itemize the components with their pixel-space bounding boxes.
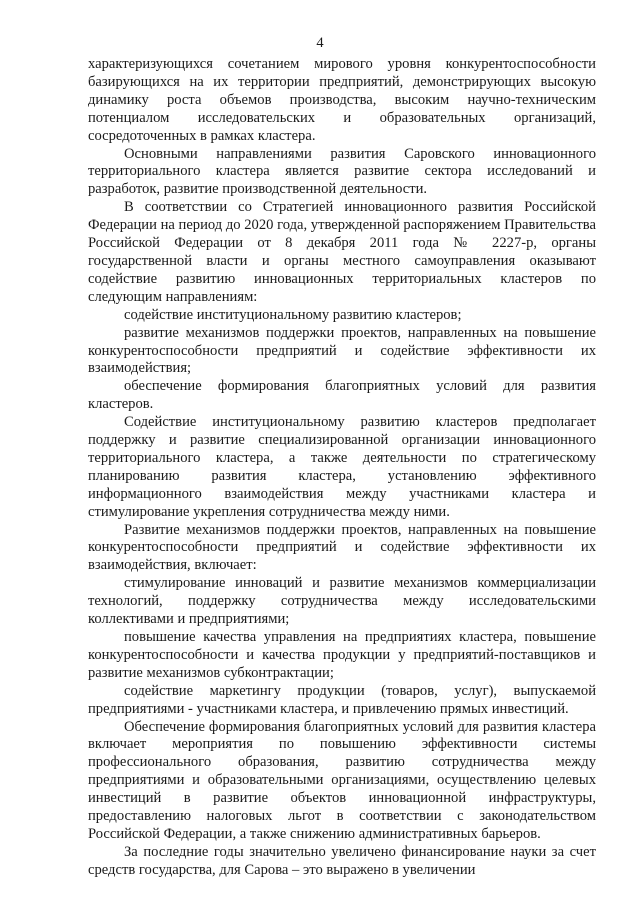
paragraph: Развитие механизмов поддержки проектов, направленных на повышение конкурентоспособности предприятий и содействие эффективности их взаимодействия, включает: [88,521,596,574]
list-item: развитие механизмов поддержки проектов, направленных на повышение конкурентоспособности предприятий и содействие эффективности их взаимодействия; [88,324,596,377]
paragraph: За последние годы значительно увеличено финансирование науки за счет средств государства, для Сарова – это выражено в увеличении [88,843,596,878]
list-item: повышение качества управления на предприятиях кластера, повышение конкурентоспособности и качества продукции у предприятий-поставщиков и развитие механизмов субконтрактации; [88,629,596,681]
paragraph: В соответствии со Стратегией инновационного развития Российской Федерации на период до 2020 года, утвержденной распоряжением Правительства Российской Федерации от 8 декабря 2011 года № 2227-р, органы государственной власти и органы местного самоуправления оказывают содействие развитию инновационных территориальных кластеров по следующим направлениям: [88,199,596,305]
list-item: содействие институциональному развитию кластеров; [124,306,462,323]
paragraph: Обеспечение формирования благоприятных условий для развития кластера включает мероприятия по повышению эффективности системы профессионального образования, развитию сотрудничества между предприятиями и образовательными организациями, осуществлению целевых инвестиций в развитие объектов инновационной инфраструктуры, предоставлению налоговых льгот в соответствии с законодательством Российской Федерации, а также снижению административных барьеров. [88,718,596,842]
list-item: стимулирование инноваций и развитие механизмов коммерциализации технологий, поддержку сотрудничества между исследовательскими коллективами и предприятиями; [88,575,596,628]
list-item: содействие маркетингу продукции (товаров, услуг), выпускаемой предприятиями - участниками кластера, и привлечению прямых инвестиций. [88,682,596,717]
document-body [88,56,596,880]
paragraph: характеризующихся сочетанием мирового уровня конкурентоспособности базирующихся на их территории предприятий, демонстрирующих высокую динамику роста объемов производства, высоким научно-техническим потенциалом исследовательских и образовательных организаций, сосредоточенных в рамках кластера. [88,56,596,144]
paragraph: Содействие институциональному развитию кластеров предполагает поддержку и развитие специализированной организации инновационного территориального кластера, а также деятельности по стратегическому планированию развития кластера, установлению эффективного информационного взаимодействия между участниками кластера и стимулирование укрепления сотрудничества между ними. [88,414,596,520]
paragraph: Основными направлениями развития Саровского инновационного территориального кластера является развитие сектора исследований и разработок, развитие производственной деятельности. [88,145,596,198]
page-number: 4 [316,35,324,51]
list-item: обеспечение формирования благоприятных условий для развития кластеров. [88,378,596,413]
